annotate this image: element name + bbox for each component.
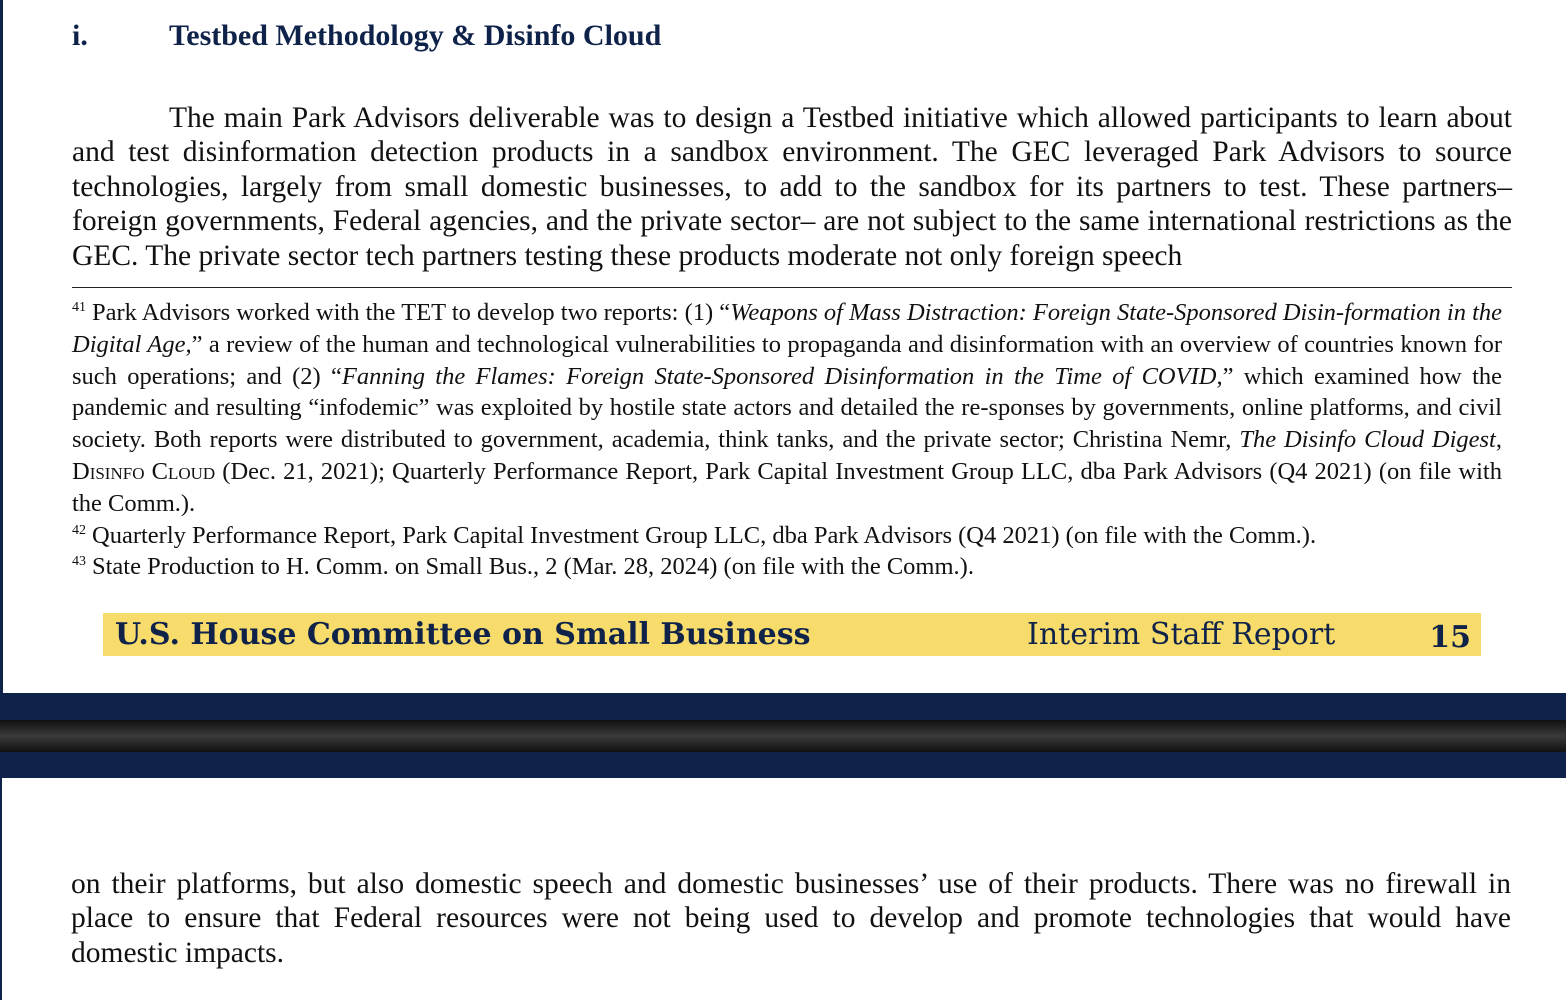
footer-committee: U.S. House Committee on Small Business [115, 617, 811, 652]
section-number: i. [72, 19, 88, 52]
publisher-name: Disinfo Cloud [72, 457, 216, 485]
footnote-number: 41 [72, 300, 86, 315]
footnote-separator [72, 287, 1512, 288]
section-title: Testbed Methodology & Disinfo Cloud [169, 19, 662, 52]
footer-report-title: Interim Staff Report [1027, 617, 1336, 652]
footnote-number: 42 [72, 522, 86, 538]
page-gap-border-top [0, 693, 1566, 720]
footnotes [72, 297, 1502, 583]
page-gap-border-bottom [0, 752, 1566, 778]
report-title-2: Fanning the Flames: Foreign State-Sponsored Disinformation in the Time of COVID, [341, 362, 1223, 390]
footnote-41: $^{41}$ Park Advisors worked with the TET to develop two reports: (1) “Weapons of Mass Distraction: Foreign State-Sponsored Disin-formation in the Digital Age,” a review of the human and technological vulnerabilities to propaganda and disinformation with an overview of countries known for such operations; and (2) “Fanning the Flames: Foreign State-Sponsored Disinformation in the Time of COVID,” which examined how the pandemic and resulting “infodemic” was exploited by hostile state actors and detailed the re-sponses by governments, online platforms, and civil society. Both reports were distributed to government, academia, think tanks, and the private sector; Christina Nemr, The Disinfo Cloud Digest, Disinfo Cloud (Dec. 21, 2021); Quarterly Performance Report, Park Capital Investment Group LLC, dba Park Advisors (Q4 2021) (on file with the Comm.). [72, 299, 1503, 517]
footnote-43: $^{43}$ State Production to H. Comm. on Small Bus., 2 (Mar. 28, 2024) (on file with the Comm.). [72, 553, 974, 581]
body-paragraph: The main Park Advisors deliverable was to design a Testbed initiative which allowed participants to learn about and test disinformation detection products in a sandbox environment. The GEC leveraged Park Advisors to source technologies, largely from small domestic businesses, to add to the sandbox for its partners to test. These partners– foreign governments, Federal agencies, and the private sector– are not subject to the same international restrictions as the GEC. The private sector tech partners testing these products moderate not only foreign speech [72, 102, 1512, 272]
page-number: 15 [1429, 620, 1471, 655]
footnote-42: $^{42}$ Quarterly Performance Report, Park Capital Investment Group LLC, dba Park Advisors (Q4 2021) (on file with the Comm.). [72, 521, 1317, 549]
footnote-number: 43 [72, 554, 86, 570]
digest-title: The Disinfo Cloud Digest [1239, 426, 1496, 454]
page-footer [103, 613, 1481, 656]
page-gap [0, 720, 1566, 752]
page-16 [0, 778, 1566, 1000]
body-paragraph-continued: on their platforms, but also domestic speech and domestic businesses’ use of their products. There was no firewall in place to ensure that Federal resources were not being used to develop and promote technologies that would have domestic impacts. [71, 868, 1511, 969]
report-title-1: Weapons of Mass Distraction: Foreign State-Sponsored Disin-formation in the Digital Age, [72, 299, 1503, 358]
